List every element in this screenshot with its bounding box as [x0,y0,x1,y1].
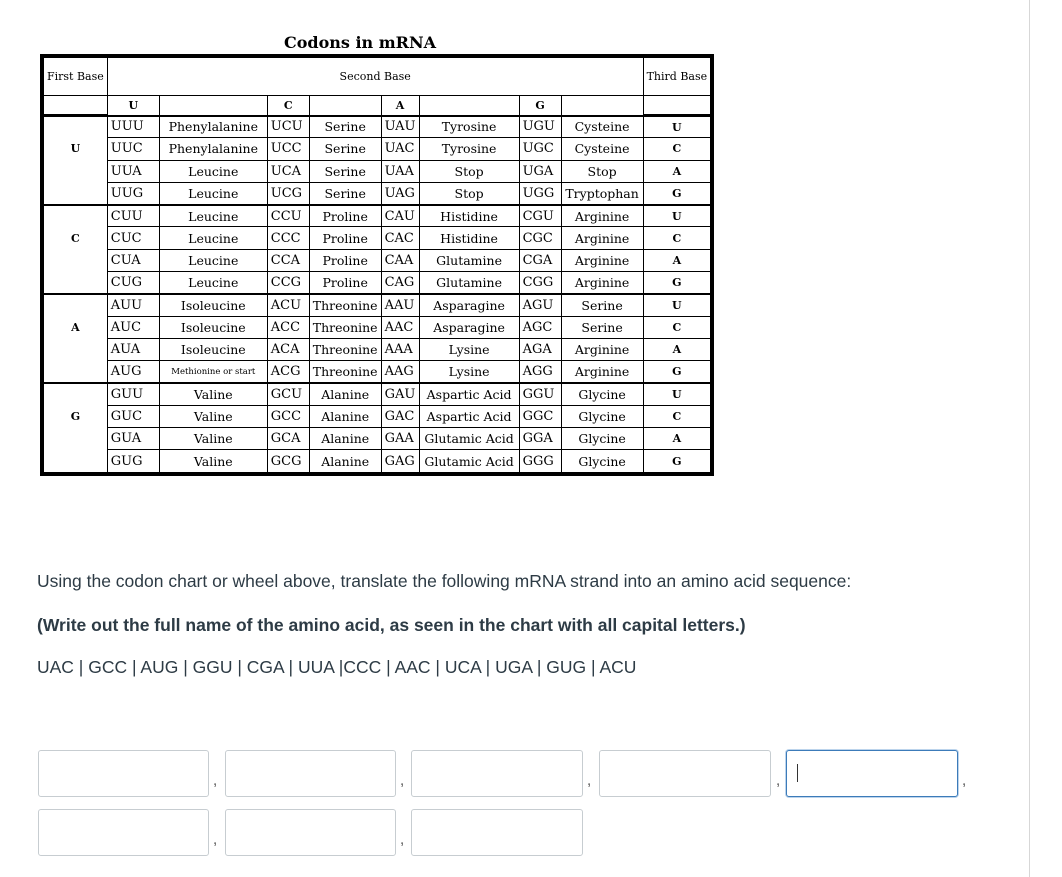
codon-cell: UCA [267,160,309,182]
amino-acid-cell: Arginine [561,249,643,271]
first-base-header: First Base [44,58,108,96]
second-base-letter: A [381,96,419,116]
amino-acid-cell: Arginine [561,338,643,360]
codon-cell: UGC [519,138,561,160]
amino-acid-cell: Glycine [561,428,643,450]
amino-acid-cell: Cysteine [561,138,643,160]
amino-acid-cell: Alanine [309,405,381,427]
amino-acid-cell: Proline [309,272,381,294]
answer-field-4[interactable] [599,750,771,797]
amino-acid-cell: Isoleucine [159,294,267,316]
amino-acid-cell: Serine [309,160,381,182]
codon-cell: ACU [267,294,309,316]
third-base-cell: U [643,383,711,405]
third-base-cell: C [643,405,711,427]
header-spacer [419,96,519,116]
first-base-cell [44,294,108,316]
codon-cell: GUU [107,383,159,405]
second-base-header: Second Base [107,58,643,96]
codon-cell: ACG [267,361,309,383]
codon-cell: CAU [381,205,419,227]
amino-acid-cell: Stop [419,182,519,204]
answer-separator: , [776,772,781,789]
answer-field-2[interactable] [225,750,396,797]
codon-cell: CCA [267,249,309,271]
codon-cell: UGA [519,160,561,182]
codon-row [44,116,711,138]
amino-acid-cell: Cysteine [561,116,643,138]
codon-cell: CCC [267,227,309,249]
amino-acid-cell: Valine [159,450,267,472]
codon-chart [40,54,714,476]
codon-cell: GGG [519,450,561,472]
question-note: (Write out the full name of the amino acid, as seen in the chart with all capital letters.) [37,615,746,635]
amino-acid-cell: Leucine [159,205,267,227]
third-base-cell: A [643,249,711,271]
second-base-letter: G [519,96,561,116]
third-base-cell: A [643,338,711,360]
codon-row [44,428,711,450]
amino-acid-cell: Alanine [309,450,381,472]
codon-row [44,227,711,249]
header-spacer [643,96,711,116]
amino-acid-cell: Isoleucine [159,316,267,338]
header-spacer [44,96,108,116]
codon-cell: UCG [267,182,309,204]
codon-cell: ACA [267,338,309,360]
amino-acid-cell: Tyrosine [419,116,519,138]
codon-cell: UUC [107,138,159,160]
codon-cell: CUC [107,227,159,249]
amino-acid-cell: Serine [309,182,381,204]
amino-acid-cell: Glutamine [419,272,519,294]
codon-cell: UGU [519,116,561,138]
codon-cell: CGA [519,249,561,271]
answer-separator: , [587,772,592,789]
first-base-cell [44,383,108,405]
codon-cell: AUU [107,294,159,316]
amino-acid-cell: Tyrosine [419,138,519,160]
amino-acid-cell: Valine [159,405,267,427]
amino-acid-cell: Arginine [561,205,643,227]
codon-row [44,361,711,383]
codon-row [44,138,711,160]
codon-row [44,205,711,227]
amino-acid-cell: Threonine [309,338,381,360]
amino-acid-cell: Methionine or start [159,361,267,383]
codon-cell: CGG [519,272,561,294]
codon-cell: AUC [107,316,159,338]
codon-table [43,57,711,473]
codon-cell: AGC [519,316,561,338]
codon-cell: CCU [267,205,309,227]
first-base-cell: G [44,405,108,427]
amino-acid-cell: Threonine [309,361,381,383]
codon-cell: GCA [267,428,309,450]
first-base-cell [44,338,108,360]
codon-cell: GGA [519,428,561,450]
codon-cell: GAC [381,405,419,427]
amino-acid-cell: Glutamine [419,249,519,271]
amino-acid-cell: Stop [561,160,643,182]
codon-cell: GAU [381,383,419,405]
third-base-cell: G [643,361,711,383]
amino-acid-cell: Phenylalanine [159,138,267,160]
amino-acid-cell: Valine [159,383,267,405]
codon-cell: AGA [519,338,561,360]
codon-cell: ACC [267,316,309,338]
codon-row [44,383,711,405]
answer-field-7[interactable] [225,809,396,856]
amino-acid-cell: Histidine [419,205,519,227]
amino-acid-cell: Serine [309,138,381,160]
amino-acid-cell: Stop [419,160,519,182]
chart-title: Codons in mRNA [283,33,437,52]
third-base-cell: G [643,450,711,472]
codon-cell: GUG [107,450,159,472]
codon-cell: UAG [381,182,419,204]
codon-cell: GCC [267,405,309,427]
amino-acid-cell: Isoleucine [159,338,267,360]
amino-acid-cell: Threonine [309,294,381,316]
mrna-sequence: UAC | GCC | AUG | GGU | CGA | UUA |CCC | AAC | UCA | UGA | GUG | ACU [37,657,637,677]
codon-cell: UUA [107,160,159,182]
codon-cell: GCU [267,383,309,405]
codon-cell: GCG [267,450,309,472]
amino-acid-cell: Lysine [419,338,519,360]
amino-acid-cell: Arginine [561,272,643,294]
codon-row [44,294,711,316]
amino-acid-cell: Tryptophan [561,182,643,204]
codon-cell: UAC [381,138,419,160]
amino-acid-cell: Leucine [159,249,267,271]
question-block [37,571,1017,678]
codon-row [44,249,711,271]
amino-acid-cell: Leucine [159,227,267,249]
codon-row [44,160,711,182]
codon-cell: AAG [381,361,419,383]
amino-acid-cell: Serine [561,294,643,316]
third-base-cell: C [643,227,711,249]
amino-acid-cell: Leucine [159,160,267,182]
amino-acid-cell: Lysine [419,361,519,383]
codon-cell: CAC [381,227,419,249]
first-base-cell: U [44,138,108,160]
first-base-cell [44,450,108,472]
first-base-cell: C [44,227,108,249]
first-base-cell [44,182,108,204]
amino-acid-cell: Glutamic Acid [419,450,519,472]
codon-cell: GAG [381,450,419,472]
first-base-cell [44,361,108,383]
codon-row [44,450,711,472]
answer-field-5[interactable] [786,750,958,797]
third-base-cell: G [643,182,711,204]
codon-row [44,338,711,360]
codon-cell: UCU [267,116,309,138]
third-base-cell: U [643,294,711,316]
second-base-letter: C [267,96,309,116]
third-base-header: Third Base [643,58,711,96]
codon-cell: AUA [107,338,159,360]
answer-field-3[interactable] [411,750,583,797]
amino-acid-cell: Glycine [561,450,643,472]
third-base-cell: C [643,138,711,160]
first-base-cell [44,160,108,182]
amino-acid-cell: Leucine [159,272,267,294]
header-spacer [159,96,267,116]
amino-acid-cell: Glycine [561,383,643,405]
first-base-cell [44,249,108,271]
codon-row [44,405,711,427]
codon-cell: UGG [519,182,561,204]
amino-acid-cell: Proline [309,227,381,249]
codon-cell: AGG [519,361,561,383]
codon-cell: CCG [267,272,309,294]
third-base-cell: G [643,272,711,294]
second-base-letter: U [107,96,159,116]
first-base-cell: A [44,316,108,338]
first-base-cell [44,205,108,227]
amino-acid-cell: Asparagine [419,294,519,316]
third-base-cell: A [643,428,711,450]
answer-separator: , [400,831,405,848]
codon-row [44,182,711,204]
codon-cell: UAU [381,116,419,138]
codon-cell: CAG [381,272,419,294]
codon-cell: AGU [519,294,561,316]
codon-cell: UAA [381,160,419,182]
codon-cell: UCC [267,138,309,160]
codon-cell: UUU [107,116,159,138]
codon-cell: GUA [107,428,159,450]
answer-separator: , [400,772,405,789]
codon-cell: CGC [519,227,561,249]
amino-acid-cell: Alanine [309,428,381,450]
answer-field-1[interactable] [38,750,209,797]
third-base-cell: C [643,316,711,338]
codon-cell: AAC [381,316,419,338]
amino-acid-cell: Glutamic Acid [419,428,519,450]
codon-row [44,316,711,338]
header-spacer [561,96,643,116]
codon-cell: UUG [107,182,159,204]
codon-cell: CUU [107,205,159,227]
answer-separator: , [962,772,967,789]
answer-separator: , [213,772,218,789]
amino-acid-cell: Asparagine [419,316,519,338]
codon-cell: AUG [107,361,159,383]
third-base-cell: A [643,160,711,182]
codon-cell: AAU [381,294,419,316]
amino-acid-cell: Arginine [561,361,643,383]
amino-acid-cell: Serine [309,116,381,138]
amino-acid-cell: Leucine [159,182,267,204]
amino-acid-cell: Aspartic Acid [419,405,519,427]
codon-cell: GGU [519,383,561,405]
answer-field-8[interactable] [411,809,583,856]
codon-cell: GUC [107,405,159,427]
amino-acid-cell: Threonine [309,316,381,338]
first-base-cell [44,272,108,294]
amino-acid-cell: Proline [309,205,381,227]
amino-acid-cell: Aspartic Acid [419,383,519,405]
codon-row [44,272,711,294]
answer-separator: , [213,831,218,848]
amino-acid-cell: Histidine [419,227,519,249]
codon-cell: CUA [107,249,159,271]
codon-cell: GGC [519,405,561,427]
first-base-cell [44,428,108,450]
codon-cell: CUG [107,272,159,294]
content-frame-border [1029,0,1030,877]
third-base-cell: U [643,205,711,227]
answer-field-6[interactable] [38,809,209,856]
header-spacer [309,96,381,116]
first-base-cell [44,116,108,138]
amino-acid-cell: Serine [561,316,643,338]
codon-cell: GAA [381,428,419,450]
amino-acid-cell: Proline [309,249,381,271]
question-text: Using the codon chart or wheel above, translate the following mRNA strand into an amino acid sequence: [37,571,852,591]
codon-cell: CAA [381,249,419,271]
amino-acid-cell: Glycine [561,405,643,427]
amino-acid-cell: Phenylalanine [159,116,267,138]
third-base-cell: U [643,116,711,138]
amino-acid-cell: Arginine [561,227,643,249]
codon-cell: CGU [519,205,561,227]
amino-acid-cell: Valine [159,428,267,450]
text-caret [797,764,798,782]
codon-cell: AAA [381,338,419,360]
amino-acid-cell: Alanine [309,383,381,405]
